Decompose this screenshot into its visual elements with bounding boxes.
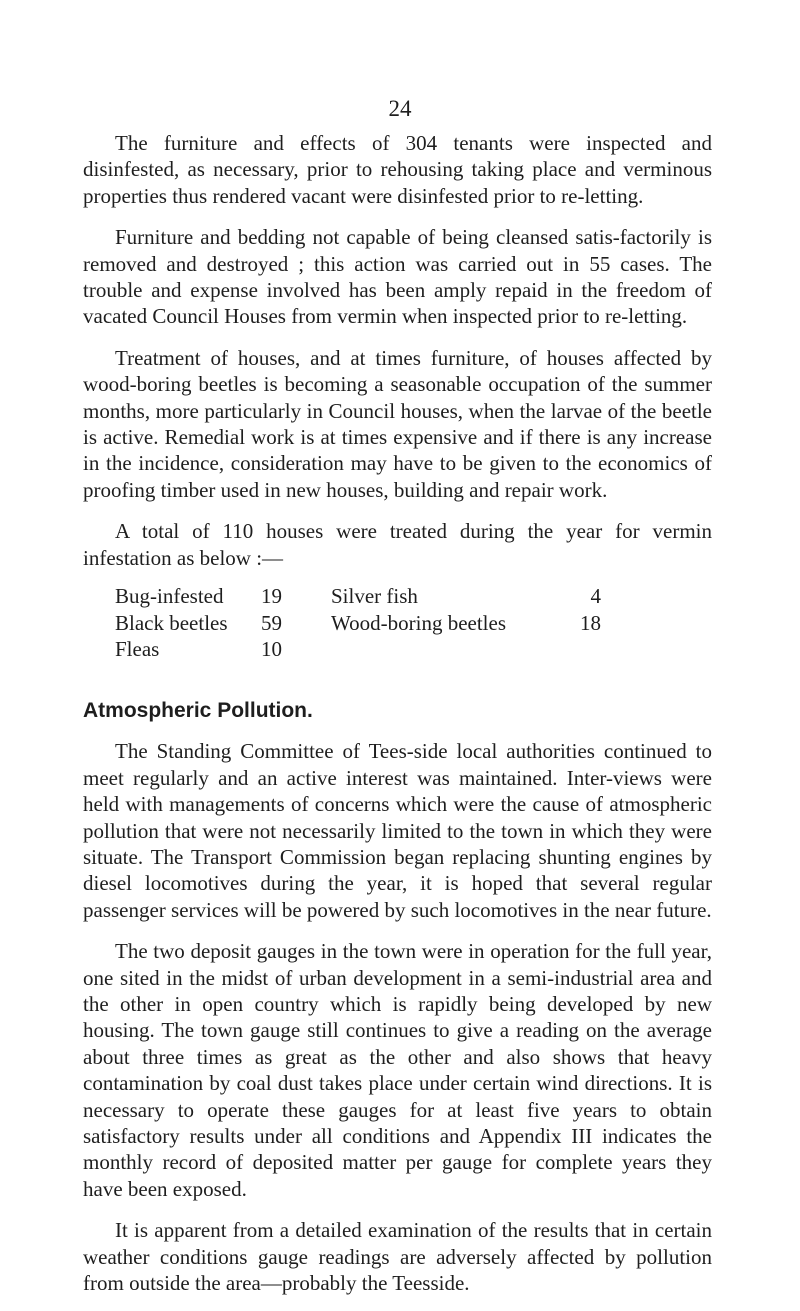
table-row	[115, 610, 601, 636]
table-cell: 10	[261, 636, 282, 661]
table-row	[115, 636, 601, 662]
paragraph: The furniture and effects of 304 tenants were inspected and disinfested, as necessary, prior to rehousing taking place and verminous properties thus rendered vacant were disinfested prior to re-letting.	[83, 131, 712, 208]
paragraph: Furniture and bedding not capable of being cleansed satis-factorily is removed and destroyed ; this action was carried out in 55 cases. The trouble and expense involved has been amply repaid in the freedom of vacated Council Houses from vermin when inspected prior to re-letting.	[83, 225, 712, 329]
table-cell	[580, 636, 601, 662]
paragraph: The Standing Committee of Tees-side local authorities continued to meet regularly and an active interest was maintained. Inter-views were held with managements of concerns which were the cause of atmospheric pollution that were not necessarily limited to the town in which they were situate. The Transport Commission began replacing shunting engines by diesel locomotives during the year, it is hoped that several regular passenger services will be powered by such locomotives in the near future.	[83, 739, 712, 922]
vermin-infestation-table	[115, 583, 601, 662]
page-number: 24	[388, 96, 412, 121]
table-cell: Fleas	[115, 636, 160, 661]
table-cell: 18	[580, 610, 601, 635]
paragraph: The two deposit gauges in the town were in operation for the full year, one sited in the midst of urban development in a semi-industrial area and the other in open country which is rapidly being developed by new housing. The town gauge still continues to give a reading on the average about three times as great as the other and also shows that heavy contamination by coal dust takes place under certain wind directions. It is necessary to operate these gauges for at least five years to obtain satisfactory results under all conditions and Appendix III indicates the monthly record of deposited matter per gauge for complete years they have been exposed.	[83, 939, 712, 1201]
table-cell: 19	[261, 584, 282, 609]
table-cell: Silver fish	[331, 584, 418, 609]
table-cell	[331, 636, 580, 662]
section-heading: Atmospheric Pollution.	[83, 699, 313, 723]
paragraph: Treatment of houses, and at times furniture, of houses affected by wood-boring beetles is becoming a seasonable occupation of the summer months, more particularly in Council houses, when the larvae of the beetle is active. Remedial work is at times expensive and if there is any increase in the incidence, consideration may have to be given to the economics of proofing timber used in new houses, building and repair work.	[83, 345, 712, 502]
table-cell: 4	[590, 584, 601, 609]
paragraph: It is apparent from a detailed examination of the results that in certain weather conditions gauge readings are adversely affected by pollution from outside the area—probably the Teesside.	[83, 1218, 712, 1296]
table-cell: Wood-boring beetles	[331, 610, 507, 635]
page-body	[83, 130, 712, 1311]
table-cell: 59	[261, 610, 282, 635]
table-cell: Black beetles	[115, 610, 228, 635]
table-cell: Bug-infested	[115, 584, 224, 609]
paragraph: A total of 110 houses were treated during the year for vermin infestation as below :—	[83, 519, 712, 570]
table-row	[115, 583, 601, 609]
